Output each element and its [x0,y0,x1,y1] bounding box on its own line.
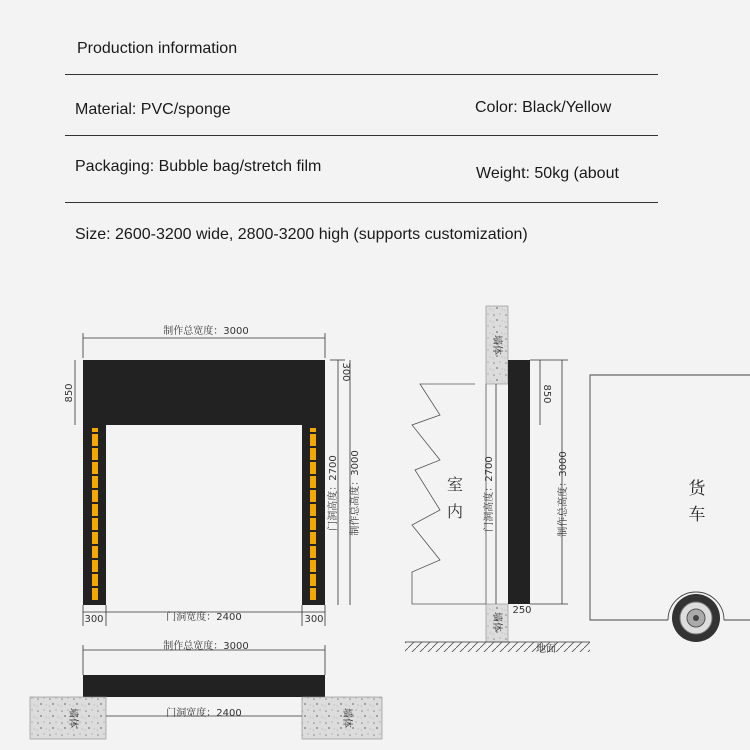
truck-body [590,375,750,620]
front-top-right-label: 300 [340,362,351,382]
seal-header [83,360,325,425]
color-spec: Color: Black/Yellow [475,99,612,116]
indoor-label-2: 内 [446,502,464,521]
side-total-height-label: 制作总高度：3000 [558,451,569,537]
side-top-depth-label: 850 [541,384,552,404]
yellow-stripe-right [310,428,316,602]
ground-label: 地面 [536,644,556,655]
front-view [64,324,361,626]
side-opening-height-label: 门洞高度：2700 [484,456,495,532]
packaging-spec: Packaging: Bubble bag/stretch film [75,158,322,175]
truck-label-2: 车 [688,505,706,525]
plan-view [30,639,382,739]
size-spec: Size: 2600-3200 wide, 2800-3200 high (supports customization) [75,226,528,243]
indoor-label-1: 室 [446,475,464,494]
plan-wall-right-label: 墙体 [341,708,352,728]
yellow-stripe-left [92,428,98,602]
material-spec: Material: PVC/sponge [75,101,231,118]
front-opening-height-label: 门洞高度：2700 [328,455,339,531]
side-view [405,306,750,655]
side-seal [508,360,530,604]
plan-seal [83,675,325,697]
truck-wheel [672,594,720,642]
front-side-right-label: 300 [304,614,324,625]
truck-label-1: 货 [688,479,706,499]
plan-opening-width-label: 门洞宽度：2400 [166,708,242,719]
section-heading: Production information [77,40,238,57]
plan-wall-left-label: 墙体 [67,708,78,728]
front-opening-width-label: 门洞宽度：2400 [166,612,242,623]
side-wall-bottom-label: 墙体 [491,612,502,632]
side-bottom-depth-label: 250 [512,605,532,616]
front-side-left-label: 300 [84,614,104,625]
front-total-width-label: 制作总宽度：3000 [163,326,249,337]
front-total-height-label: 制作总高度：3000 [350,450,361,536]
ground-hatch [405,642,590,652]
side-wall-top-label: 墙体 [491,335,502,355]
plan-total-width-label: 制作总宽度：3000 [163,641,249,652]
front-top-height-label: 850 [64,383,75,403]
weight-spec: Weight: 50kg (about [476,165,619,182]
